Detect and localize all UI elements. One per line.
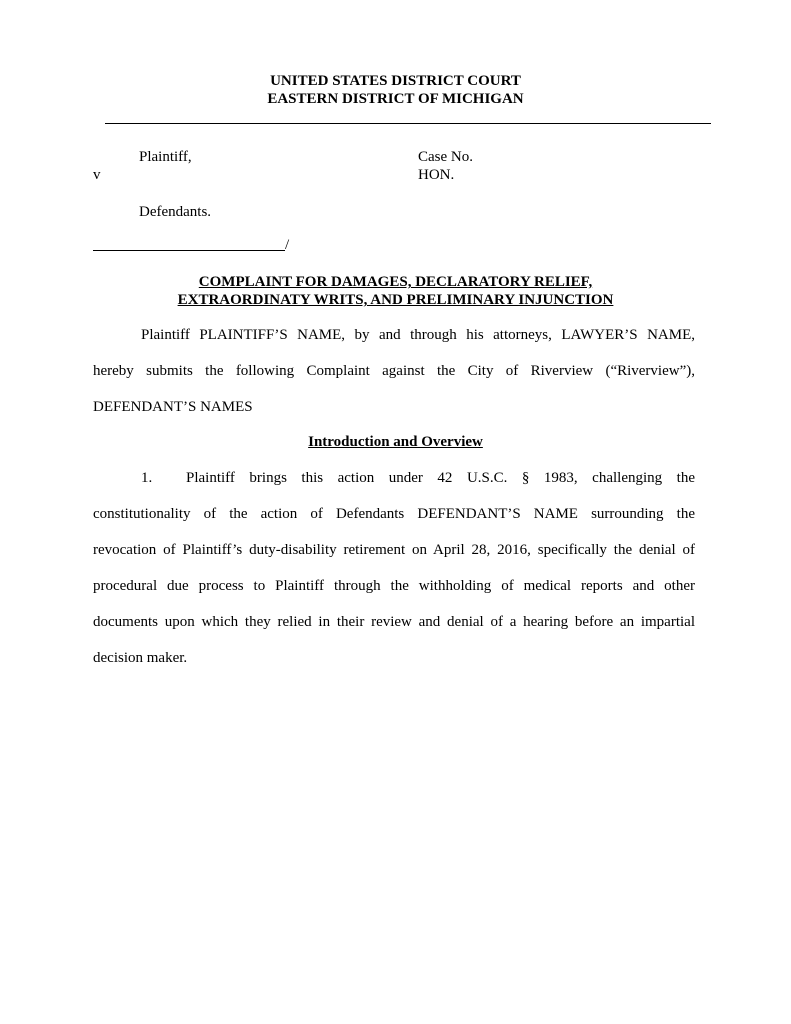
judge-label: HON. xyxy=(418,167,455,183)
paragraph-1-line-4: procedural due process to Plaintiff through the withholding of medical reports and other xyxy=(93,578,695,594)
paragraph-1-first-line xyxy=(93,469,695,487)
intro-line-2: hereby submits the following Complaint against the City of Riverview (“Riverview”), xyxy=(93,363,695,379)
plaintiff-label: Plaintiff, xyxy=(139,149,192,165)
section-heading: Introduction and Overview xyxy=(308,434,483,450)
intro-line-3: DEFENDANT’S NAMES xyxy=(93,399,253,415)
caption-signature-line xyxy=(93,250,285,251)
paragraph-1-line-2: constitutionality of the action of Defendants DEFENDANT’S NAME surrounding the xyxy=(93,506,695,522)
paragraph-1-line-1: Plaintiff brings this action under 42 U.S.C. § 1983, challenging the xyxy=(186,470,695,486)
defendants-label: Defendants. xyxy=(139,204,212,220)
paragraph-1-line-5: documents upon which they relied in their review and denial of a hearing before an impartial xyxy=(93,614,695,630)
paragraph-1-line-3: revocation of Plaintiff’s duty-disability retirement on April 28, 2016, specifically the denial of xyxy=(93,542,695,558)
versus-label: v xyxy=(93,167,101,183)
caption-slash: / xyxy=(285,237,290,253)
header-divider xyxy=(105,123,711,124)
court-name: UNITED STATES DISTRICT COURT xyxy=(270,73,521,89)
court-district: EASTERN DISTRICT OF MICHIGAN xyxy=(267,91,524,107)
paragraph-1-line-6: decision maker. xyxy=(93,650,188,666)
intro-line-1: Plaintiff PLAINTIFF’S NAME, by and through his attorneys, LAWYER’S NAME, xyxy=(141,327,695,343)
document-title-line-1: COMPLAINT FOR DAMAGES, DECLARATORY RELIEF, xyxy=(198,274,593,290)
paragraph-number: 1. xyxy=(141,470,153,486)
document-title-line-2: EXTRAORDINATY WRITS, AND PRELIMINARY INJUNCTION xyxy=(177,292,614,308)
case-number-label: Case No. xyxy=(418,149,473,165)
